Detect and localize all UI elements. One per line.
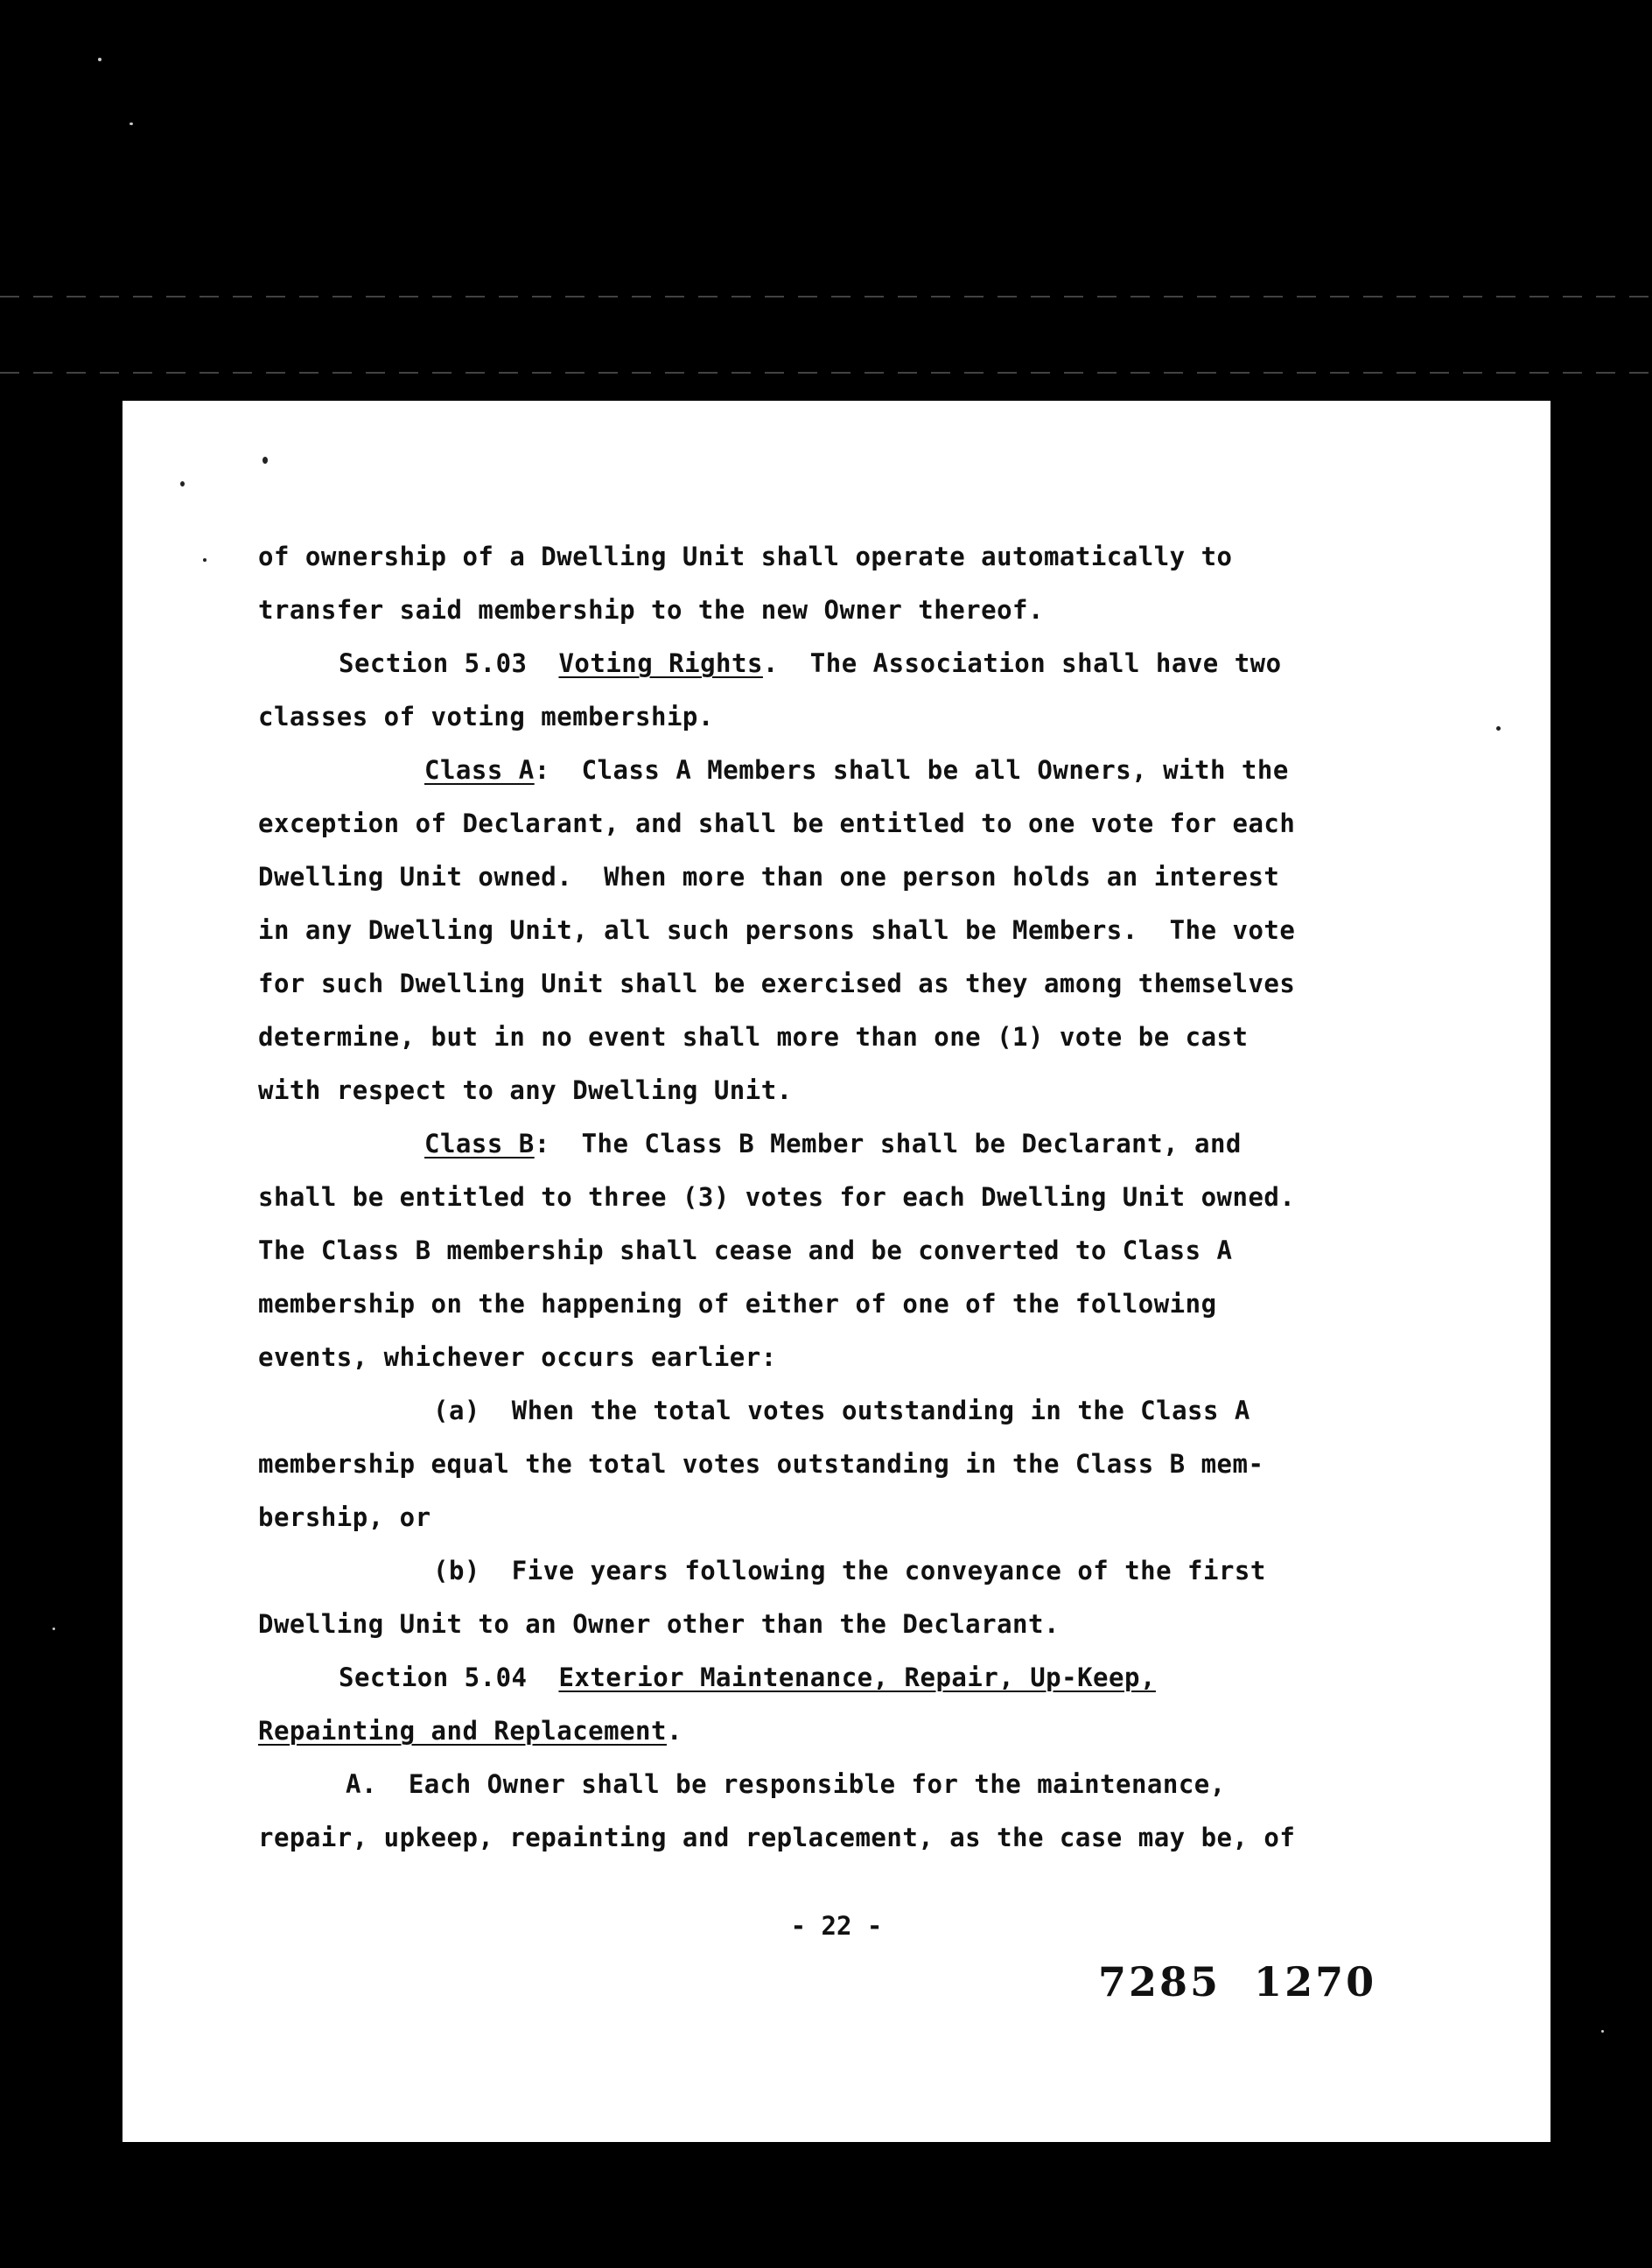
scan-edge-top [0, 296, 1652, 298]
text-segment: in any Dwelling Unit, all such persons shall be Members. The vote [258, 915, 1296, 945]
text-line [258, 530, 1396, 584]
text-segment: repair, upkeep, repainting and replacement, as the case may be, of [258, 1823, 1296, 1852]
text-segment: determine, but in no event shall more than one (1) vote be cast [258, 1022, 1249, 1052]
text-line [258, 957, 1396, 1011]
underlined-heading: Class A [424, 755, 535, 785]
text-segment: Dwelling Unit to an Owner other than the Declarant. [258, 1609, 1060, 1639]
text-segment: with respect to any Dwelling Unit. [258, 1075, 793, 1105]
scan-speck [262, 457, 268, 464]
text-line [258, 690, 1396, 744]
text-line [258, 1011, 1396, 1064]
scan-speck [203, 558, 206, 562]
text-segment: . [666, 1716, 682, 1746]
text-line [258, 637, 1396, 690]
text-line [258, 1224, 1396, 1278]
scan-speck [1601, 2030, 1604, 2033]
text-segment: The Class B membership shall cease and be converted to Class A [258, 1236, 1233, 1265]
document-code: 7285 1270 [1098, 1958, 1377, 2006]
text-segment: : Class A Members shall be all Owners, with the [534, 755, 1289, 785]
text-line [258, 1171, 1396, 1224]
text-line [258, 1704, 1396, 1758]
text-line [258, 1438, 1396, 1491]
text-segment: Section 5.04 [339, 1662, 559, 1692]
text-line [258, 1651, 1396, 1704]
text-line [258, 904, 1396, 957]
text-line [258, 744, 1396, 797]
underlined-heading: Exterior Maintenance, Repair, Up-Keep, [558, 1662, 1156, 1692]
text-segment: shall be entitled to three (3) votes for each Dwelling Unit owned. [258, 1182, 1296, 1212]
text-segment: of ownership of a Dwelling Unit shall operate automatically to [258, 542, 1233, 571]
text-line [258, 1384, 1396, 1438]
scan-speck [52, 1628, 55, 1630]
underlined-heading: Class B [424, 1129, 535, 1158]
text-line [258, 1758, 1396, 1811]
text-line [258, 1064, 1396, 1117]
text-segment: : The Class B Member shall be Declarant, and [534, 1129, 1242, 1158]
text-line [258, 1278, 1396, 1331]
text-line [258, 1331, 1396, 1384]
text-line [258, 797, 1396, 850]
text-segment: bership, or [258, 1502, 431, 1532]
text-segment: (a) When the total votes outstanding in the Class A [433, 1396, 1250, 1425]
underlined-heading: Repainting and Replacement [258, 1716, 667, 1746]
text-segment: . The Association shall have two [762, 648, 1282, 678]
page-number: - 22 - [790, 1911, 883, 1941]
text-line [258, 1598, 1396, 1651]
text-segment: events, whichever occurs earlier: [258, 1342, 777, 1372]
document-page [122, 401, 1550, 2142]
underlined-heading: Voting Rights [558, 648, 763, 678]
text-line [258, 1811, 1396, 1865]
scan-speck [98, 58, 102, 61]
scan-speck [1496, 726, 1501, 731]
body-text [258, 530, 1396, 1865]
scan-edge-bottom [0, 372, 1652, 374]
text-segment: exception of Declarant, and shall be entitled to one vote for each [258, 808, 1296, 838]
scan-speck [130, 122, 133, 125]
text-segment: transfer said membership to the new Owner thereof. [258, 595, 1044, 625]
text-segment: A. Each Owner shall be responsible for the maintenance, [346, 1769, 1226, 1799]
text-segment: membership equal the total votes outstanding in the Class B mem- [258, 1449, 1264, 1479]
text-line [258, 584, 1396, 637]
text-line [258, 1117, 1396, 1171]
text-segment: Dwelling Unit owned. When more than one person holds an interest [258, 862, 1280, 892]
text-line [258, 1544, 1396, 1598]
text-line [258, 850, 1396, 904]
text-segment: classes of voting membership. [258, 702, 714, 732]
text-segment: Section 5.03 [339, 648, 559, 678]
text-segment: for such Dwelling Unit shall be exercised as they among themselves [258, 969, 1296, 998]
scan-speck [180, 481, 185, 486]
text-segment: membership on the happening of either of one of the following [258, 1289, 1217, 1319]
text-line [258, 1491, 1396, 1544]
text-segment: (b) Five years following the conveyance of the first [433, 1556, 1266, 1586]
